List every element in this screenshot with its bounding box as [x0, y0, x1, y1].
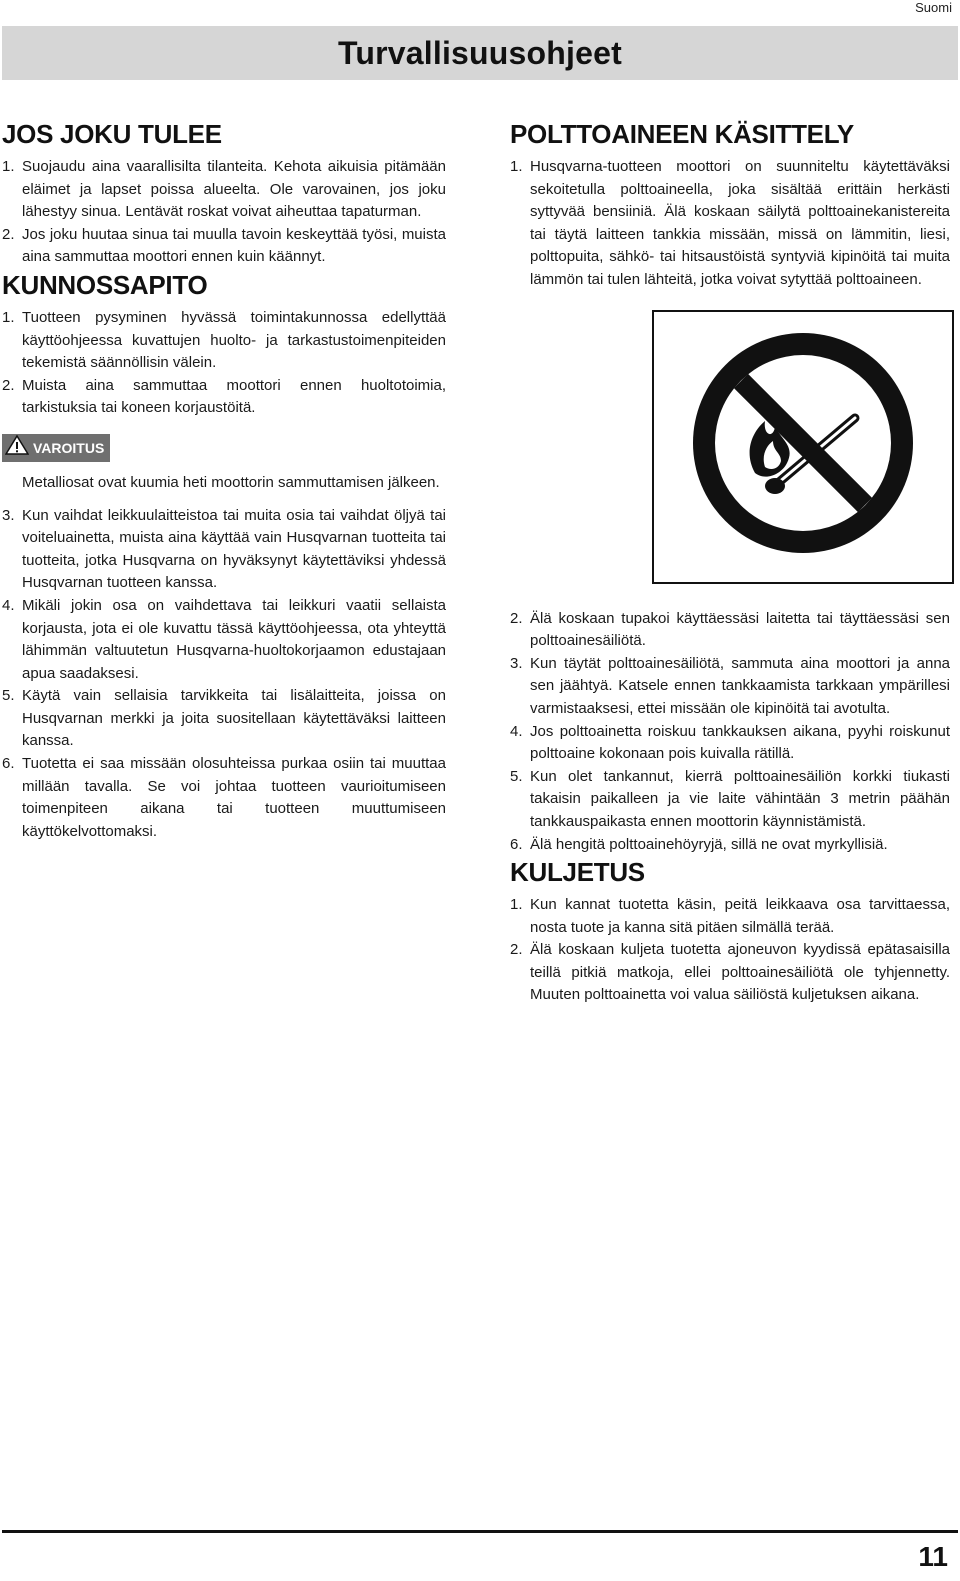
item-number: 1.	[510, 158, 523, 175]
item-text: Husqvarna-tuotteen moottori on suunniteltu käytettäväksi sekoitetulla polttoaineella, joka sisältää erittäin herkästi syttyvää bensiiniä. Älä koskaan säilytä polttoainekanistereita tai täytä laitteen tankkia missään, missä on lämmitin, liesi, polttopuita, sähkö- tai hitsaustöistä syntyviä kipinöitä tai muita lämmön tai tulen lähteitä, jotka voivat sytyttää polttoaineen.	[530, 158, 950, 288]
item-text: Mikäli jokin osa on vaihdettava tai leikkuri vaatii sellaista korjausta, jota ei ole kuvattu tässä käyttöohjeessa, ota yhteyttä lähimmän valtuutetun Husqvarna-huoltokorjaamon edustajaan apua saadaksesi.	[22, 596, 446, 682]
list-item	[510, 894, 950, 939]
list-item	[510, 653, 950, 721]
list-item	[510, 834, 950, 857]
warning-badge	[2, 434, 110, 462]
list-item	[510, 608, 950, 653]
item-text: Älä koskaan kuljeta tuotetta ajoneuvon kyydissä epätasaisilla teillä pitkiä matkoja, ellei polttoainesäiliötä ole tyhjennetty. Muuten polttoainetta voi valua säiliöstä kuljetuksen aikana.	[530, 941, 950, 1004]
section-heading-polttoaineen-kasittely: POLTTOAINEEN KÄSITTELY	[510, 119, 854, 149]
list-item	[510, 939, 950, 1007]
item-number: 3.	[510, 654, 523, 672]
no-open-flame-sign	[652, 310, 954, 584]
footer-rule	[2, 1530, 958, 1533]
section-heading-kuljetus: KULJETUS	[510, 857, 645, 888]
item-text: Kun olet tankannut, kierrä polttoainesäiliön korkki tiukasti takaisin paikalleen ja vie laite vähintään 3 metrin päähän tankkauspaikasta ennen moottorin käynnistämistä.	[530, 767, 950, 830]
item-number: 2.	[2, 376, 15, 394]
no-open-flame-sign-icon	[683, 323, 923, 571]
item-number: 1.	[2, 308, 15, 326]
list-polttoaine	[510, 156, 950, 292]
warning-text: Metalliosat ovat kuumia heti moottorin sammuttamisen jälkeen.	[22, 473, 440, 491]
list-item	[2, 753, 446, 843]
item-text: Muista aina sammuttaa moottori ennen huoltotoimia, tarkistuksia tai koneen korjaustöitä.	[22, 376, 446, 417]
list-item	[2, 307, 446, 375]
item-text: Älä koskaan tupakoi käyttäessäsi laitetta tai täyttäessäsi sen polttoainesäiliötä.	[530, 609, 950, 650]
item-number: 1.	[510, 896, 523, 914]
item-number: 5.	[2, 687, 15, 705]
list-item	[2, 224, 446, 269]
list-item	[2, 156, 446, 224]
list-item	[2, 685, 446, 753]
page-title: Turvallisuusohjeet	[338, 34, 622, 71]
right-column	[510, 118, 950, 1007]
item-number: 6.	[510, 835, 523, 853]
item-text: Tuotetta ei saa missään olosuhteissa purkaa osiin tai muuttaa millään tavalla. Se voi johtaa tuotteen vaurioitumiseen toimenpiteen aikana tai tuotteen muuttumiseen käyttökelvottomaksi.	[22, 755, 446, 840]
list-kunnossapito	[2, 307, 446, 420]
list-jos-joku-tulee	[2, 156, 446, 269]
list-item	[510, 721, 950, 766]
item-number: 5.	[510, 767, 523, 785]
item-text: Jos joku huutaa sinua tai muulla tavoin keskeyttää työsi, muista aina sammuttaa moottori ennen kuin käännyt.	[22, 225, 446, 266]
item-text: Tuotteen pysyminen hyvässä toimintakunnossa edellyttää käyttöohjeessa kuvattujen huolto- ja tarkastustoimenpiteiden tekemistä säännöllisin välein.	[22, 308, 446, 372]
item-number: 4.	[510, 722, 523, 740]
item-number: 4.	[2, 596, 15, 614]
list-item	[510, 766, 950, 834]
list-polttoaine-continued	[510, 608, 950, 857]
list-item	[2, 375, 446, 420]
list-item	[2, 595, 446, 685]
left-column	[2, 118, 446, 843]
list-item	[2, 505, 446, 595]
title-bar	[2, 26, 958, 80]
item-number: 2.	[510, 609, 523, 627]
page-number: 11	[918, 1541, 948, 1572]
item-text: Älä hengitä polttoainehöyryjä, sillä ne ovat myrkyllisiä.	[530, 835, 888, 853]
section-heading-kunnossapito: KUNNOSSAPITO	[2, 269, 208, 300]
item-number: 2.	[2, 225, 15, 243]
section-heading-jos-joku-tulee: JOS JOKU TULEE	[2, 119, 222, 149]
item-number: 6.	[2, 755, 15, 773]
item-number: 2.	[510, 941, 523, 959]
language-label: Suomi	[915, 0, 952, 15]
item-text: Kun täytät polttoainesäiliötä, sammuta aina moottori ja anna sen jäähtyä. Katsele ennen tankkaamista tarkkaan ympärillesi varmistaaksesi, ettei missään ole kipinöitä tai avotulta.	[530, 654, 950, 717]
item-number: 3.	[2, 506, 15, 524]
item-text: Suojaudu aina vaarallisilta tilanteita. Kehota aikuisia pitämään eläimet ja lapset poissa alueelta. Ole varovainen, jos joku lähestyy sinua. Lentävät roskat voivat aiheuttaa tapaturman.	[22, 158, 446, 221]
item-text: Kun vaihdat leikkuulaitteistoa tai muita osia tai vaihdat öljyä tai voiteluainetta, muista aina käyttää vain Husqvarnan tuotteita tai tuotteita, jotka Husqvarna on hyväksynyt käytettäviksi yhdessä Husqvarnan tuotteen kanssa.	[22, 506, 446, 592]
list-kuljetus	[510, 894, 950, 1007]
warning-label: VAROITUS	[33, 439, 105, 456]
item-text: Käytä vain sellaisia tarvikkeita tai lisälaitteita, joissa on Husqvarnan merkki ja joita suositellaan käytettäväksi laitteen kanssa.	[22, 687, 446, 750]
item-text: Kun kannat tuotetta käsin, peitä leikkaava osa tarvittaessa, nosta tuote ja kanna sitä pitäen silmällä terää.	[530, 896, 950, 936]
item-text: Jos polttoainetta roiskuu tankkauksen aikana, pyyhi roiskunut polttoaine kokonaan pois kuivalla rätillä.	[530, 722, 950, 763]
list-kunnossapito-continued	[2, 505, 446, 844]
list-item	[510, 156, 950, 292]
item-number: 1.	[2, 158, 15, 175]
warning-triangle-icon	[5, 435, 29, 462]
